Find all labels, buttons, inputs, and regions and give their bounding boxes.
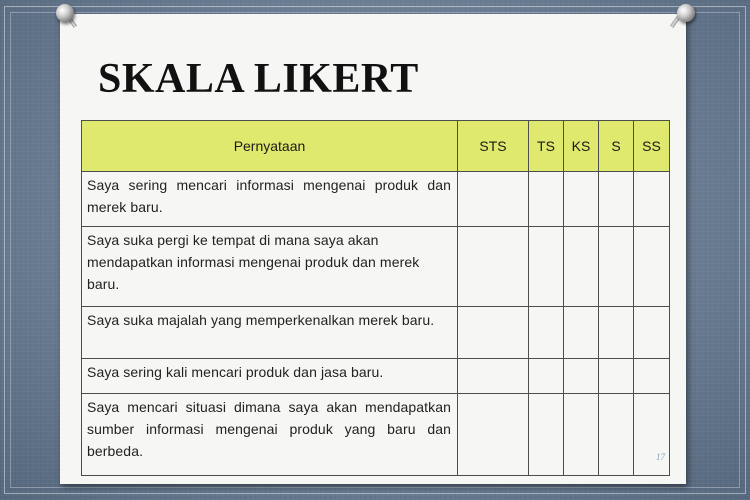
table-row [82, 394, 670, 476]
pushpin-icon [56, 4, 74, 22]
response-cell-s [599, 394, 634, 476]
response-cell-sts [458, 307, 529, 359]
statement-cell: Saya sering mencari informasi mengenai produk dan merek baru. [82, 172, 458, 227]
response-cell-ts [529, 307, 564, 359]
table-row [82, 227, 670, 307]
statement-cell: Saya suka majalah yang memperkenalkan merek baru. [82, 307, 458, 359]
slide-title: SKALA LIKERT [98, 56, 419, 102]
pushpin-icon [677, 4, 695, 22]
response-cell-s [599, 172, 634, 227]
header-ts: TS [529, 121, 564, 172]
table-row [82, 307, 670, 359]
header-s: S [599, 121, 634, 172]
response-cell-ss [634, 227, 670, 307]
response-cell-ss [634, 307, 670, 359]
response-cell-ks [564, 227, 599, 307]
response-cell-sts [458, 359, 529, 394]
response-cell-sts [458, 394, 529, 476]
response-cell-sts [458, 172, 529, 227]
response-cell-ks [564, 359, 599, 394]
likert-table [81, 120, 670, 476]
response-cell-s [599, 359, 634, 394]
response-cell-ss [634, 172, 670, 227]
table-header-row [82, 121, 670, 172]
table-row [82, 172, 670, 227]
response-cell-ks [564, 172, 599, 227]
response-cell-ts [529, 227, 564, 307]
response-cell-ts [529, 172, 564, 227]
response-cell-ks [564, 307, 599, 359]
header-ss: SS [634, 121, 670, 172]
statement-cell: Saya mencari situasi dimana saya akan mendapatkan sumber informasi mengenai produk yang baru dan berbeda. [82, 394, 458, 476]
response-cell-s [599, 307, 634, 359]
response-cell-ts [529, 359, 564, 394]
table-row [82, 359, 670, 394]
header-statement: Pernyataan [82, 121, 458, 172]
statement-cell: Saya sering kali mencari produk dan jasa baru. [82, 359, 458, 394]
header-sts: STS [458, 121, 529, 172]
response-cell-ks [564, 394, 599, 476]
response-cell-ss [634, 359, 670, 394]
response-cell-sts [458, 227, 529, 307]
response-cell-ts [529, 394, 564, 476]
page-number: 17 [656, 452, 665, 462]
response-cell-s [599, 227, 634, 307]
response-cell-ss [634, 394, 670, 476]
statement-cell: Saya suka pergi ke tempat di mana saya akan mendapatkan informasi mengenai produk dan merek baru. [82, 227, 458, 307]
header-ks: KS [564, 121, 599, 172]
